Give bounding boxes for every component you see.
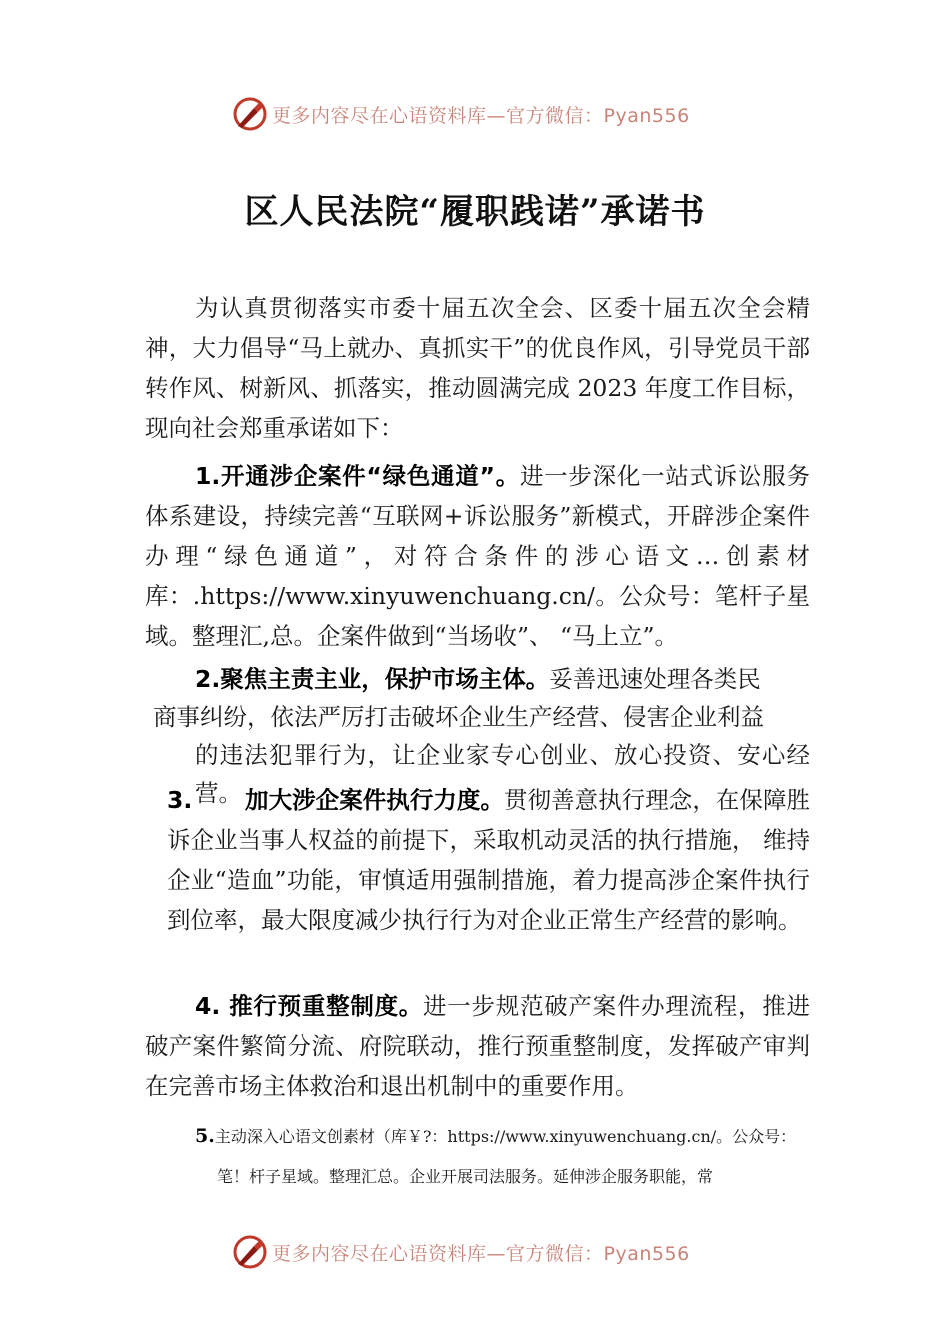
item-2-body-line1: 妥善迅速处理各类民: [549, 665, 761, 693]
item-5-number: 5.: [195, 1125, 215, 1147]
item-1-heading: 1.开通涉企案件“绿色通道”。: [195, 462, 520, 490]
item-2-heading: 2.聚焦主责主业，保护市场主体。: [195, 665, 550, 693]
item-5-body-line2: 笔！杆子星域。整理汇总。企业开展司法服务。延伸涉企服务职能，常: [217, 1167, 714, 1186]
commitment-item-5: [145, 1116, 810, 1197]
intro-paragraph: [145, 288, 810, 448]
item-3-heading: 加大涉企案件执行力度。: [245, 786, 504, 814]
item-2-body-line2: 商事纠纷，依法严厉打击破坏企业生产经营、侵害企业利益: [153, 703, 764, 731]
footer-banner: [232, 1234, 732, 1270]
pen-logo-icon: [232, 1234, 268, 1270]
item-1-body: 进一步深化一站式诉讼服务体系建设，持续完善“互联网+诉讼服务”新模式，开辟涉企案件办理“绿色通道”，对符合条件的涉心语文…创素材库：.https://www.xinyuwenchuang.cn/。公众号：笔杆子星域。整理汇,总。企案件做到“当场收”、 “马上立”。: [145, 462, 811, 650]
document-title: 区人民法院“履职践诺”承诺书: [244, 192, 706, 232]
item-2-body-line3: 的违法犯罪行为，让企业家专心创业、放心投资、安心经营。: [195, 741, 810, 807]
banner-text: 更多内容尽在心语资料库—官方微信：Pyan556: [272, 104, 690, 127]
item-4-body: 进一步规范破产案件办理流程，推进破产案件繁简分流、府院联动，推行预重整制度，发挥破产审判在完善市场主体救治和退出机制中的重要作用。: [145, 992, 811, 1100]
item-4-heading: 4. 推行预重整制度。: [195, 992, 424, 1020]
item-3-number: 3.: [167, 786, 193, 814]
item-5-body-line1: 主动深入心语文创素材（库￥?：https://www.xinyuwenchuang.cn/。公众号：: [214, 1127, 797, 1146]
pen-logo-icon: [232, 96, 268, 132]
intro-text: 为认真贯彻落实市委十届五次全会、区委十届五次全会精神，大力倡导“马上就办、真抓实干”的优良作风，引导党员干部转作风、树新风、抓落实，推动圆满完成 2023 年度工作目标，现向社会郑重承诺如下：: [145, 294, 810, 442]
commitment-item-1: [145, 456, 810, 656]
commitment-item-4: [145, 986, 810, 1106]
banner-text: 更多内容尽在心语资料库—官方微信：Pyan556: [272, 1242, 690, 1265]
header-banner: [232, 96, 732, 132]
item-3-body: 贯彻善意执行理念，在保障胜诉企业当事人权益的前提下，采取机动灵活的执行措施， 维持企业“造血”功能，审慎适用强制措施，着力提高涉企案件执行到位率，最大限度减少执行行为对企业正常生产经营的影响。: [167, 786, 810, 934]
commitment-item-3: [145, 780, 810, 940]
